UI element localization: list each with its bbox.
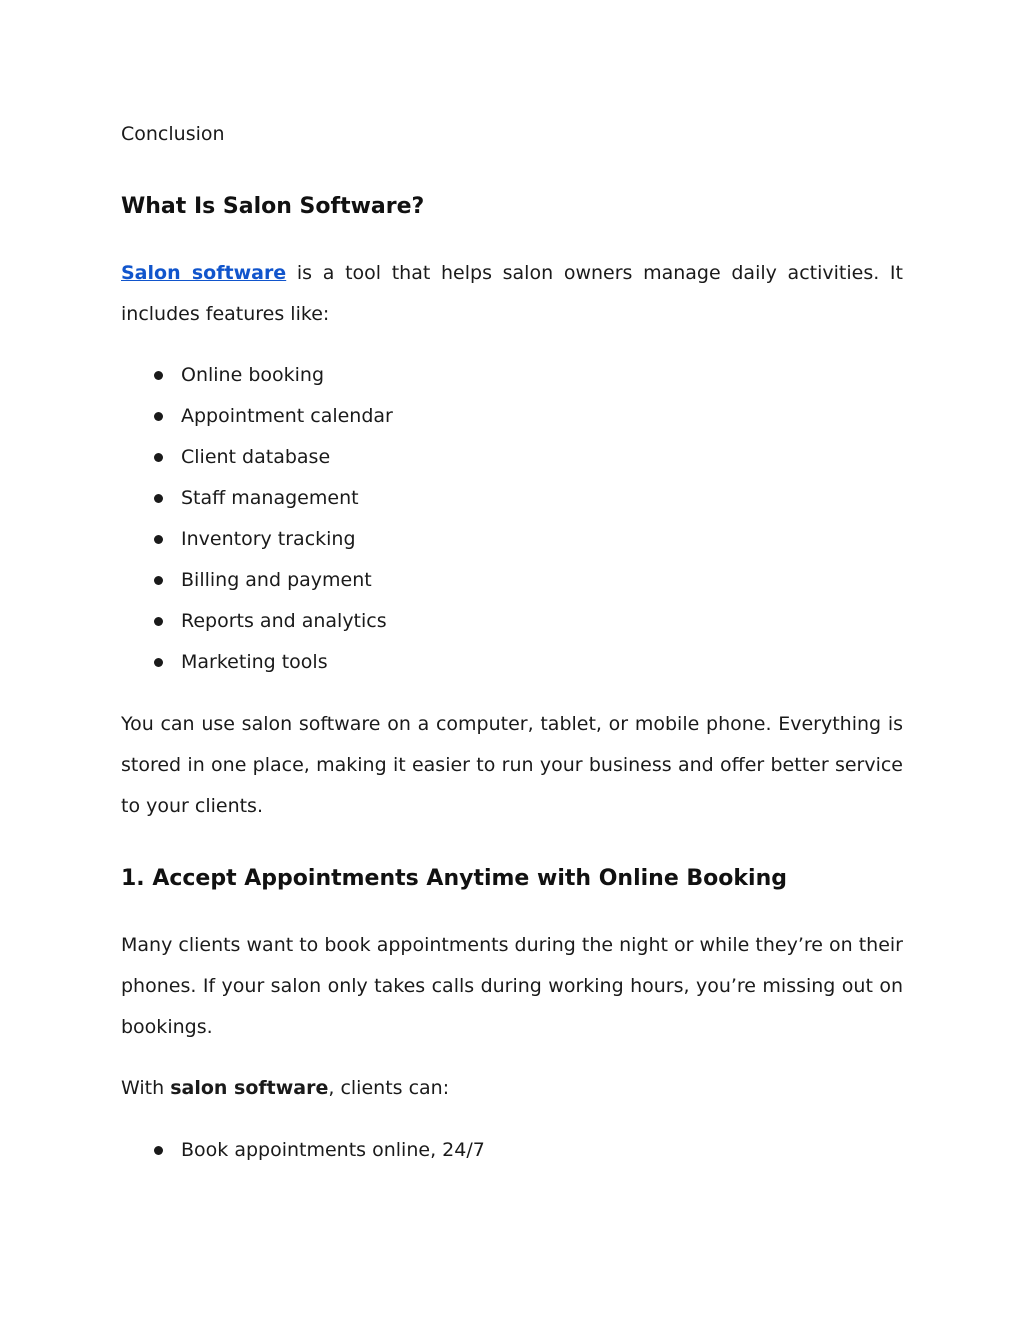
- bullet-icon: [154, 617, 163, 626]
- list-item: [121, 560, 393, 601]
- list-item-label: Reports and analytics: [181, 610, 387, 632]
- list-item: [121, 1130, 485, 1171]
- intro-paragraph: [121, 253, 903, 335]
- list-item-label: Appointment calendar: [181, 405, 393, 427]
- bullet-icon: [154, 658, 163, 667]
- list-item-label: Staff management: [181, 487, 359, 509]
- list-item: [121, 478, 393, 519]
- with-salon-software-line: [121, 1068, 903, 1109]
- with-suffix: , clients can:: [328, 1077, 450, 1099]
- toc-conclusion: Conclusion: [121, 123, 225, 145]
- bullet-icon: [154, 371, 163, 380]
- bullet-icon: [154, 1146, 163, 1155]
- heading-accept-appointments: 1. Accept Appointments Anytime with Online Booking: [121, 866, 787, 891]
- closing-paragraph: You can use salon software on a computer, tablet, or mobile phone. Everything is stored in one place, making it easier to run your business and offer better service to your clients.: [121, 713, 903, 817]
- list-item: [121, 601, 393, 642]
- bullet-icon: [154, 535, 163, 544]
- salon-software-link[interactable]: Salon software: [121, 262, 287, 284]
- list-item-label: Client database: [181, 446, 331, 468]
- list-item-label: Book appointments online, 24/7: [181, 1139, 485, 1161]
- list-item: [121, 519, 393, 560]
- bullet-icon: [154, 453, 163, 462]
- list-item-label: Inventory tracking: [181, 528, 356, 550]
- booking-paragraph: Many clients want to book appointments during the night or while they’re on their phones. If your salon only takes calls during working hours, you’re missing out on bookings.: [121, 934, 903, 1038]
- bullet-icon: [154, 412, 163, 421]
- client-capabilities-list: [121, 1130, 485, 1171]
- bullet-icon: [154, 576, 163, 585]
- features-list: [121, 355, 393, 683]
- with-prefix: With: [121, 1077, 171, 1099]
- list-item: [121, 396, 393, 437]
- list-item: [121, 437, 393, 478]
- list-item: [121, 642, 393, 683]
- list-item-label: Online booking: [181, 364, 325, 386]
- list-item-label: Billing and payment: [181, 569, 372, 591]
- list-item: [121, 355, 393, 396]
- salon-software-bold: salon software: [170, 1077, 329, 1099]
- list-item-label: Marketing tools: [181, 651, 328, 673]
- intro-text: is a tool that helps salon owners manage daily activities. It includes features like:: [121, 262, 903, 325]
- heading-what-is-salon-software: What Is Salon Software?: [121, 194, 425, 219]
- bullet-icon: [154, 494, 163, 503]
